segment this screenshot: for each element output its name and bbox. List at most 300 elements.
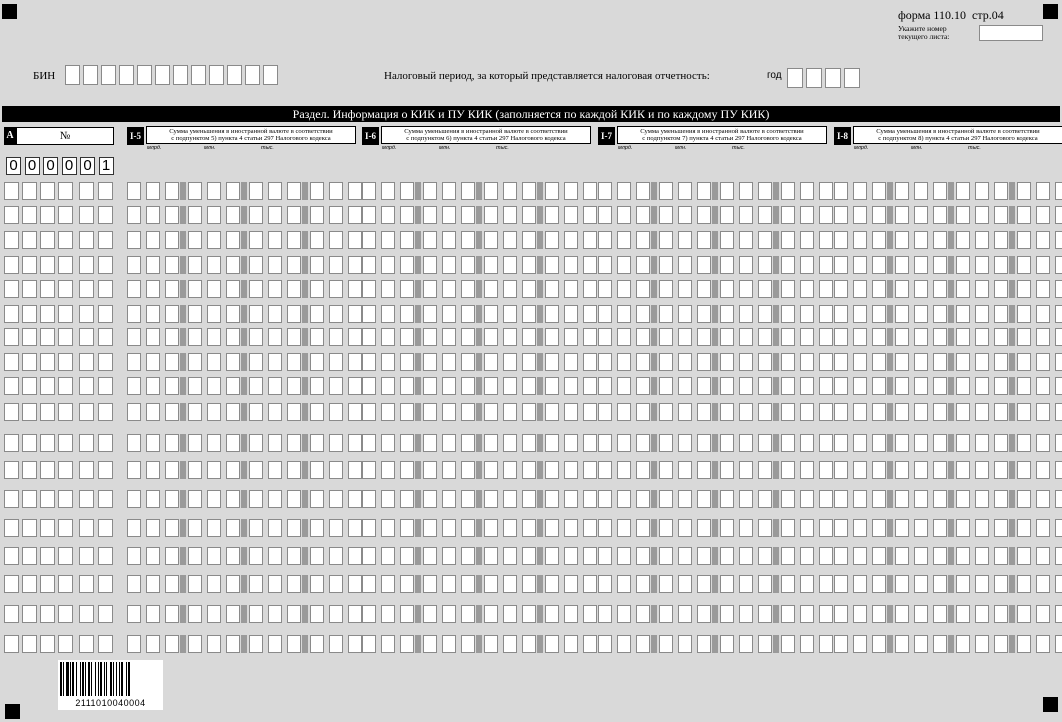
- amount-digit-box[interactable]: [165, 434, 179, 452]
- amount-digit-box[interactable]: [400, 231, 414, 249]
- amount-digit-box[interactable]: [484, 206, 498, 224]
- amount-digit-box[interactable]: [975, 182, 989, 200]
- amount-digit-box[interactable]: [994, 434, 1008, 452]
- row-number-box[interactable]: [4, 547, 19, 565]
- amount-digit-box[interactable]: [329, 490, 343, 508]
- amount-digit-box[interactable]: [956, 377, 970, 395]
- row-number-box[interactable]: [4, 280, 19, 298]
- amount-digit-box[interactable]: [442, 377, 456, 395]
- amount-digit-box[interactable]: [617, 490, 631, 508]
- amount-digit-box[interactable]: [381, 353, 395, 371]
- amount-digit-box[interactable]: [188, 353, 202, 371]
- row-number-box[interactable]: [79, 231, 94, 249]
- amount-digit-box[interactable]: [545, 635, 559, 653]
- amount-digit-box[interactable]: [362, 231, 376, 249]
- amount-digit-box[interactable]: [636, 305, 650, 323]
- amount-digit-box[interactable]: [914, 635, 928, 653]
- amount-digit-box[interactable]: [400, 328, 414, 346]
- amount-digit-box[interactable]: [188, 206, 202, 224]
- amount-digit-box[interactable]: [598, 605, 612, 623]
- amount-digit-box[interactable]: [442, 328, 456, 346]
- amount-digit-box[interactable]: [636, 256, 650, 274]
- amount-digit-box[interactable]: [914, 547, 928, 565]
- amount-digit-box[interactable]: [249, 377, 263, 395]
- amount-digit-box[interactable]: [994, 305, 1008, 323]
- amount-digit-box[interactable]: [188, 490, 202, 508]
- row-number-box[interactable]: [98, 328, 113, 346]
- amount-digit-box[interactable]: [914, 575, 928, 593]
- row-number-box[interactable]: [4, 605, 19, 623]
- amount-digit-box[interactable]: [914, 206, 928, 224]
- amount-digit-box[interactable]: [188, 305, 202, 323]
- amount-digit-box[interactable]: [226, 377, 240, 395]
- amount-digit-box[interactable]: [1055, 377, 1062, 395]
- amount-digit-box[interactable]: [146, 206, 160, 224]
- amount-digit-box[interactable]: [781, 434, 795, 452]
- amount-digit-box[interactable]: [249, 434, 263, 452]
- amount-digit-box[interactable]: [781, 461, 795, 479]
- amount-digit-box[interactable]: [522, 519, 536, 537]
- amount-digit-box[interactable]: [461, 605, 475, 623]
- amount-digit-box[interactable]: [564, 328, 578, 346]
- amount-digit-box[interactable]: [442, 490, 456, 508]
- amount-digit-box[interactable]: [994, 605, 1008, 623]
- amount-digit-box[interactable]: [636, 280, 650, 298]
- amount-digit-box[interactable]: [146, 490, 160, 508]
- amount-digit-box[interactable]: [249, 182, 263, 200]
- amount-digit-box[interactable]: [834, 182, 848, 200]
- amount-digit-box[interactable]: [564, 519, 578, 537]
- amount-digit-box[interactable]: [287, 575, 301, 593]
- amount-digit-box[interactable]: [583, 547, 597, 565]
- amount-digit-box[interactable]: [758, 434, 772, 452]
- amount-digit-box[interactable]: [853, 305, 867, 323]
- amount-digit-box[interactable]: [287, 403, 301, 421]
- row-number-digit[interactable]: 1: [99, 157, 114, 175]
- amount-digit-box[interactable]: [720, 519, 734, 537]
- amount-digit-box[interactable]: [678, 605, 692, 623]
- amount-digit-box[interactable]: [758, 377, 772, 395]
- amount-digit-box[interactable]: [329, 575, 343, 593]
- amount-digit-box[interactable]: [381, 256, 395, 274]
- amount-digit-box[interactable]: [956, 353, 970, 371]
- amount-digit-box[interactable]: [249, 231, 263, 249]
- amount-digit-box[interactable]: [1036, 305, 1050, 323]
- amount-digit-box[interactable]: [310, 403, 324, 421]
- amount-digit-box[interactable]: [914, 280, 928, 298]
- amount-digit-box[interactable]: [226, 328, 240, 346]
- amount-digit-box[interactable]: [423, 519, 437, 537]
- row-number-box[interactable]: [40, 434, 55, 452]
- amount-digit-box[interactable]: [503, 256, 517, 274]
- amount-digit-box[interactable]: [956, 575, 970, 593]
- row-number-box[interactable]: [79, 461, 94, 479]
- amount-digit-box[interactable]: [895, 206, 909, 224]
- amount-digit-box[interactable]: [287, 353, 301, 371]
- row-number-box[interactable]: [40, 519, 55, 537]
- amount-digit-box[interactable]: [636, 231, 650, 249]
- amount-digit-box[interactable]: [503, 182, 517, 200]
- amount-digit-box[interactable]: [834, 575, 848, 593]
- amount-digit-box[interactable]: [484, 490, 498, 508]
- amount-digit-box[interactable]: [598, 434, 612, 452]
- amount-digit-box[interactable]: [678, 256, 692, 274]
- amount-digit-box[interactable]: [914, 434, 928, 452]
- amount-digit-box[interactable]: [1036, 519, 1050, 537]
- amount-digit-box[interactable]: [400, 206, 414, 224]
- amount-digit-box[interactable]: [636, 519, 650, 537]
- amount-digit-box[interactable]: [545, 490, 559, 508]
- amount-digit-box[interactable]: [598, 353, 612, 371]
- amount-digit-box[interactable]: [400, 434, 414, 452]
- amount-digit-box[interactable]: [381, 305, 395, 323]
- amount-digit-box[interactable]: [758, 328, 772, 346]
- row-number-box[interactable]: [79, 635, 94, 653]
- amount-digit-box[interactable]: [697, 328, 711, 346]
- amount-digit-box[interactable]: [895, 403, 909, 421]
- amount-digit-box[interactable]: [1055, 519, 1062, 537]
- row-number-digit[interactable]: 0: [25, 157, 40, 175]
- amount-digit-box[interactable]: [697, 575, 711, 593]
- amount-digit-box[interactable]: [720, 635, 734, 653]
- amount-digit-box[interactable]: [853, 182, 867, 200]
- amount-digit-box[interactable]: [819, 635, 833, 653]
- amount-digit-box[interactable]: [381, 490, 395, 508]
- amount-digit-box[interactable]: [956, 461, 970, 479]
- amount-digit-box[interactable]: [739, 328, 753, 346]
- amount-digit-box[interactable]: [484, 280, 498, 298]
- amount-digit-box[interactable]: [400, 305, 414, 323]
- amount-digit-box[interactable]: [287, 182, 301, 200]
- row-number-box[interactable]: [40, 547, 55, 565]
- amount-digit-box[interactable]: [636, 490, 650, 508]
- bin-digit-box[interactable]: [173, 65, 188, 85]
- amount-digit-box[interactable]: [522, 353, 536, 371]
- amount-digit-box[interactable]: [503, 605, 517, 623]
- amount-digit-box[interactable]: [781, 605, 795, 623]
- amount-digit-box[interactable]: [583, 280, 597, 298]
- amount-digit-box[interactable]: [226, 353, 240, 371]
- row-number-box[interactable]: [40, 461, 55, 479]
- amount-digit-box[interactable]: [819, 403, 833, 421]
- amount-digit-box[interactable]: [739, 231, 753, 249]
- row-number-box[interactable]: [40, 256, 55, 274]
- amount-digit-box[interactable]: [127, 182, 141, 200]
- amount-digit-box[interactable]: [461, 461, 475, 479]
- bin-digit-box[interactable]: [101, 65, 116, 85]
- amount-digit-box[interactable]: [287, 256, 301, 274]
- amount-digit-box[interactable]: [895, 377, 909, 395]
- amount-digit-box[interactable]: [834, 328, 848, 346]
- amount-digit-box[interactable]: [381, 605, 395, 623]
- amount-digit-box[interactable]: [188, 575, 202, 593]
- amount-digit-box[interactable]: [207, 353, 221, 371]
- amount-digit-box[interactable]: [226, 605, 240, 623]
- amount-digit-box[interactable]: [781, 490, 795, 508]
- amount-digit-box[interactable]: [1036, 403, 1050, 421]
- amount-digit-box[interactable]: [442, 605, 456, 623]
- amount-digit-box[interactable]: [819, 575, 833, 593]
- amount-digit-box[interactable]: [1017, 256, 1031, 274]
- amount-digit-box[interactable]: [423, 547, 437, 565]
- amount-digit-box[interactable]: [146, 403, 160, 421]
- amount-digit-box[interactable]: [758, 605, 772, 623]
- amount-digit-box[interactable]: [617, 547, 631, 565]
- amount-digit-box[interactable]: [423, 256, 437, 274]
- amount-digit-box[interactable]: [720, 280, 734, 298]
- amount-digit-box[interactable]: [956, 403, 970, 421]
- amount-digit-box[interactable]: [348, 635, 362, 653]
- amount-digit-box[interactable]: [659, 231, 673, 249]
- amount-digit-box[interactable]: [503, 328, 517, 346]
- amount-digit-box[interactable]: [933, 377, 947, 395]
- amount-digit-box[interactable]: [268, 434, 282, 452]
- amount-digit-box[interactable]: [678, 353, 692, 371]
- amount-digit-box[interactable]: [583, 377, 597, 395]
- amount-digit-box[interactable]: [207, 256, 221, 274]
- amount-digit-box[interactable]: [800, 377, 814, 395]
- amount-digit-box[interactable]: [598, 328, 612, 346]
- amount-digit-box[interactable]: [697, 605, 711, 623]
- amount-digit-box[interactable]: [207, 635, 221, 653]
- bin-digit-box[interactable]: [155, 65, 170, 85]
- amount-digit-box[interactable]: [1055, 231, 1062, 249]
- amount-digit-box[interactable]: [1036, 461, 1050, 479]
- amount-digit-box[interactable]: [268, 461, 282, 479]
- amount-digit-box[interactable]: [188, 231, 202, 249]
- row-number-box[interactable]: [58, 231, 73, 249]
- amount-digit-box[interactable]: [994, 490, 1008, 508]
- amount-digit-box[interactable]: [287, 547, 301, 565]
- row-number-box[interactable]: [79, 328, 94, 346]
- amount-digit-box[interactable]: [310, 434, 324, 452]
- amount-digit-box[interactable]: [188, 605, 202, 623]
- amount-digit-box[interactable]: [146, 605, 160, 623]
- amount-digit-box[interactable]: [329, 280, 343, 298]
- amount-digit-box[interactable]: [781, 328, 795, 346]
- row-number-box[interactable]: [40, 490, 55, 508]
- amount-digit-box[interactable]: [678, 182, 692, 200]
- amount-digit-box[interactable]: [442, 635, 456, 653]
- amount-digit-box[interactable]: [423, 353, 437, 371]
- amount-digit-box[interactable]: [834, 231, 848, 249]
- amount-digit-box[interactable]: [442, 403, 456, 421]
- amount-digit-box[interactable]: [127, 231, 141, 249]
- amount-digit-box[interactable]: [975, 328, 989, 346]
- amount-digit-box[interactable]: [400, 403, 414, 421]
- amount-digit-box[interactable]: [503, 305, 517, 323]
- amount-digit-box[interactable]: [268, 605, 282, 623]
- amount-digit-box[interactable]: [423, 635, 437, 653]
- amount-digit-box[interactable]: [348, 605, 362, 623]
- amount-digit-box[interactable]: [207, 434, 221, 452]
- amount-digit-box[interactable]: [381, 377, 395, 395]
- row-number-box[interactable]: [22, 575, 37, 593]
- amount-digit-box[interactable]: [720, 547, 734, 565]
- amount-digit-box[interactable]: [362, 461, 376, 479]
- amount-digit-box[interactable]: [127, 206, 141, 224]
- amount-digit-box[interactable]: [819, 353, 833, 371]
- amount-digit-box[interactable]: [914, 256, 928, 274]
- row-number-box[interactable]: [58, 490, 73, 508]
- amount-digit-box[interactable]: [800, 305, 814, 323]
- row-number-box[interactable]: [40, 403, 55, 421]
- amount-digit-box[interactable]: [287, 519, 301, 537]
- amount-digit-box[interactable]: [310, 280, 324, 298]
- amount-digit-box[interactable]: [933, 547, 947, 565]
- amount-digit-box[interactable]: [268, 353, 282, 371]
- amount-digit-box[interactable]: [781, 206, 795, 224]
- amount-digit-box[interactable]: [1036, 547, 1050, 565]
- amount-digit-box[interactable]: [956, 547, 970, 565]
- amount-digit-box[interactable]: [872, 328, 886, 346]
- row-number-box[interactable]: [4, 182, 19, 200]
- amount-digit-box[interactable]: [348, 353, 362, 371]
- amount-digit-box[interactable]: [872, 231, 886, 249]
- amount-digit-box[interactable]: [956, 305, 970, 323]
- row-number-box[interactable]: [40, 328, 55, 346]
- row-number-box[interactable]: [98, 490, 113, 508]
- amount-digit-box[interactable]: [484, 256, 498, 274]
- amount-digit-box[interactable]: [146, 519, 160, 537]
- amount-digit-box[interactable]: [442, 305, 456, 323]
- amount-digit-box[interactable]: [583, 490, 597, 508]
- amount-digit-box[interactable]: [819, 461, 833, 479]
- amount-digit-box[interactable]: [564, 490, 578, 508]
- amount-digit-box[interactable]: [329, 635, 343, 653]
- amount-digit-box[interactable]: [329, 461, 343, 479]
- amount-digit-box[interactable]: [362, 377, 376, 395]
- amount-digit-box[interactable]: [249, 605, 263, 623]
- amount-digit-box[interactable]: [127, 280, 141, 298]
- row-number-box[interactable]: [58, 461, 73, 479]
- amount-digit-box[interactable]: [165, 403, 179, 421]
- amount-digit-box[interactable]: [872, 519, 886, 537]
- amount-digit-box[interactable]: [442, 206, 456, 224]
- amount-digit-box[interactable]: [348, 377, 362, 395]
- row-number-box[interactable]: [98, 182, 113, 200]
- amount-digit-box[interactable]: [268, 635, 282, 653]
- amount-digit-box[interactable]: [956, 231, 970, 249]
- amount-digit-box[interactable]: [329, 377, 343, 395]
- amount-digit-box[interactable]: [800, 605, 814, 623]
- amount-digit-box[interactable]: [617, 519, 631, 537]
- row-number-box[interactable]: [22, 434, 37, 452]
- amount-digit-box[interactable]: [819, 519, 833, 537]
- amount-digit-box[interactable]: [348, 519, 362, 537]
- amount-digit-box[interactable]: [207, 305, 221, 323]
- amount-digit-box[interactable]: [834, 490, 848, 508]
- amount-digit-box[interactable]: [329, 605, 343, 623]
- amount-digit-box[interactable]: [268, 206, 282, 224]
- amount-digit-box[interactable]: [800, 575, 814, 593]
- amount-digit-box[interactable]: [697, 377, 711, 395]
- amount-digit-box[interactable]: [819, 377, 833, 395]
- row-number-box[interactable]: [58, 305, 73, 323]
- bin-digit-box[interactable]: [83, 65, 98, 85]
- amount-digit-box[interactable]: [522, 182, 536, 200]
- amount-digit-box[interactable]: [503, 490, 517, 508]
- amount-digit-box[interactable]: [400, 490, 414, 508]
- amount-digit-box[interactable]: [442, 575, 456, 593]
- amount-digit-box[interactable]: [583, 231, 597, 249]
- amount-digit-box[interactable]: [895, 461, 909, 479]
- row-number-box[interactable]: [40, 353, 55, 371]
- amount-digit-box[interactable]: [781, 635, 795, 653]
- amount-digit-box[interactable]: [381, 575, 395, 593]
- amount-digit-box[interactable]: [310, 231, 324, 249]
- row-number-box[interactable]: [22, 256, 37, 274]
- amount-digit-box[interactable]: [659, 605, 673, 623]
- amount-digit-box[interactable]: [598, 461, 612, 479]
- amount-digit-box[interactable]: [400, 182, 414, 200]
- amount-digit-box[interactable]: [1036, 328, 1050, 346]
- amount-digit-box[interactable]: [758, 182, 772, 200]
- row-number-box[interactable]: [98, 231, 113, 249]
- amount-digit-box[interactable]: [1017, 231, 1031, 249]
- amount-digit-box[interactable]: [720, 328, 734, 346]
- amount-digit-box[interactable]: [636, 328, 650, 346]
- amount-digit-box[interactable]: [956, 635, 970, 653]
- amount-digit-box[interactable]: [853, 434, 867, 452]
- row-number-box[interactable]: [4, 231, 19, 249]
- amount-digit-box[interactable]: [1017, 490, 1031, 508]
- row-number-box[interactable]: [22, 605, 37, 623]
- amount-digit-box[interactable]: [545, 605, 559, 623]
- amount-digit-box[interactable]: [348, 305, 362, 323]
- amount-digit-box[interactable]: [442, 231, 456, 249]
- amount-digit-box[interactable]: [188, 256, 202, 274]
- amount-digit-box[interactable]: [678, 461, 692, 479]
- row-number-box[interactable]: [79, 605, 94, 623]
- amount-digit-box[interactable]: [381, 635, 395, 653]
- row-number-box[interactable]: [58, 519, 73, 537]
- row-number-box[interactable]: [98, 461, 113, 479]
- amount-digit-box[interactable]: [598, 575, 612, 593]
- amount-digit-box[interactable]: [484, 182, 498, 200]
- amount-digit-box[interactable]: [1017, 305, 1031, 323]
- row-number-box[interactable]: [40, 635, 55, 653]
- amount-digit-box[interactable]: [310, 206, 324, 224]
- amount-digit-box[interactable]: [268, 256, 282, 274]
- amount-digit-box[interactable]: [975, 519, 989, 537]
- amount-digit-box[interactable]: [956, 280, 970, 298]
- amount-digit-box[interactable]: [226, 305, 240, 323]
- amount-digit-box[interactable]: [461, 434, 475, 452]
- amount-digit-box[interactable]: [583, 256, 597, 274]
- row-number-box[interactable]: [40, 377, 55, 395]
- row-number-box[interactable]: [58, 547, 73, 565]
- row-number-box[interactable]: [98, 519, 113, 537]
- amount-digit-box[interactable]: [758, 490, 772, 508]
- amount-digit-box[interactable]: [583, 403, 597, 421]
- amount-digit-box[interactable]: [956, 182, 970, 200]
- amount-digit-box[interactable]: [975, 305, 989, 323]
- amount-digit-box[interactable]: [872, 605, 886, 623]
- amount-digit-box[interactable]: [503, 575, 517, 593]
- amount-digit-box[interactable]: [564, 182, 578, 200]
- amount-digit-box[interactable]: [268, 377, 282, 395]
- amount-digit-box[interactable]: [659, 353, 673, 371]
- amount-digit-box[interactable]: [994, 547, 1008, 565]
- amount-digit-box[interactable]: [1055, 403, 1062, 421]
- amount-digit-box[interactable]: [522, 403, 536, 421]
- amount-digit-box[interactable]: [226, 461, 240, 479]
- amount-digit-box[interactable]: [310, 256, 324, 274]
- amount-digit-box[interactable]: [819, 328, 833, 346]
- amount-digit-box[interactable]: [720, 353, 734, 371]
- amount-digit-box[interactable]: [975, 206, 989, 224]
